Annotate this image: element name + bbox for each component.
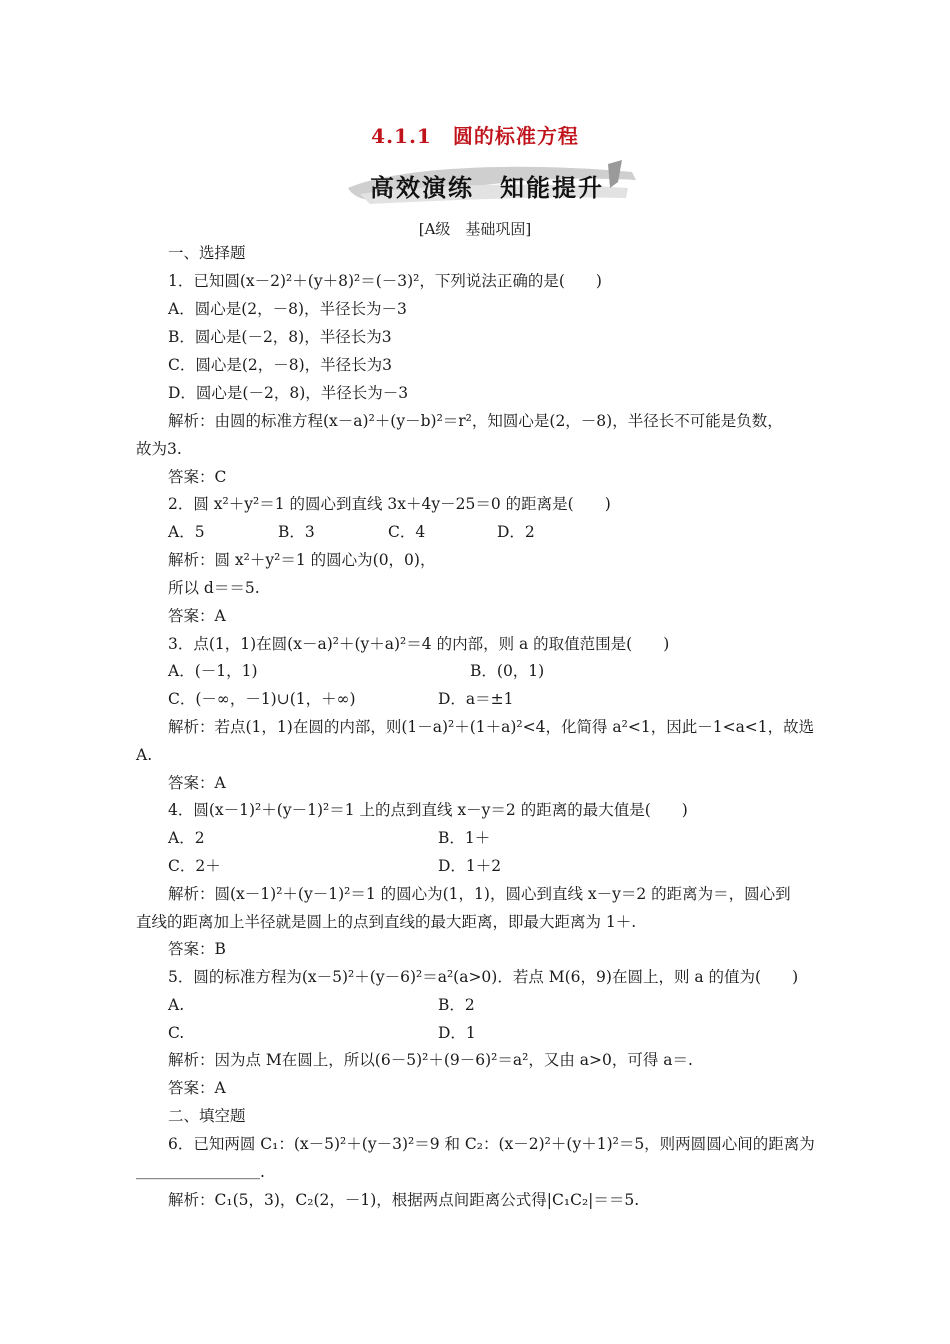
option: C. xyxy=(168,1024,185,1042)
answer: 答案：A xyxy=(168,607,226,625)
section-title: 4.1.1 圆的标准方程 xyxy=(371,124,579,148)
option: B．圆心是(－2，8)，半径长为3 xyxy=(168,328,392,346)
option: A. xyxy=(168,996,185,1014)
option: A．2 xyxy=(168,829,205,847)
option: A．5 xyxy=(168,523,205,541)
question-1: 1．已知圆(x－2)²＋(y＋8)²＝(－3)²，下列说法正确的是( ) xyxy=(168,272,602,290)
question-2: 2．圆 x²＋y²＝1 的圆心到直线 3x＋4y－25＝0 的距离是( ) xyxy=(168,495,611,513)
option: C．(－∞，－1)∪(1，＋∞) xyxy=(168,690,356,708)
level-heading: [A级 基础巩固] xyxy=(418,220,532,238)
answer-blank: ＿＿＿＿＿＿＿＿. xyxy=(136,1163,265,1181)
analysis-cont: 故为3. xyxy=(136,440,182,458)
analysis: 解析：因为点 M在圆上，所以(6－5)²＋(9－6)²＝a²，又由 a>0，可得 a＝. xyxy=(168,1051,693,1069)
analysis: 解析：圆(x－1)²＋(y－1)²＝1 的圆心为(1，1)，圆心到直线 x－y＝2 的距离为＝，圆心到 xyxy=(168,885,791,903)
option: C．圆心是(2，－8)，半径长为3 xyxy=(168,356,393,374)
option: A．(－1，1) xyxy=(168,662,258,680)
question-4: 4．圆(x－1)²＋(y－1)²＝1 上的点到直线 x－y＝2 的距离的最大值是( ) xyxy=(168,801,688,819)
option: B．1＋ xyxy=(438,829,491,847)
answer: 答案：B xyxy=(168,940,226,958)
answer: 答案：C xyxy=(168,468,227,486)
answer: 答案：A xyxy=(168,774,226,792)
option: A．圆心是(2，－8)，半径长为－3 xyxy=(168,300,407,318)
answer: 答案：A xyxy=(168,1079,226,1097)
analysis-cont: 直线的距离加上半径就是圆上的点到直线的最大距离，即最大距离为 1＋. xyxy=(136,913,637,931)
option: D．a＝±1 xyxy=(438,690,514,708)
option: D．圆心是(－2，8)，半径长为－3 xyxy=(168,384,409,402)
option: D．2 xyxy=(497,523,535,541)
option: B．2 xyxy=(438,996,475,1014)
option: C．4 xyxy=(388,523,426,541)
option: D．1 xyxy=(438,1024,476,1042)
question-6: 6．已知两圆 C₁：(x－5)²＋(y－3)²＝9 和 C₂：(x－2)²＋(y＋1)²＝5，则两圆圆心间的距离为 xyxy=(168,1135,815,1153)
analysis-cont: A. xyxy=(136,746,153,764)
question-3: 3．点(1，1)在圆(x－a)²＋(y＋a)²＝4 的内部，则 a 的取值范围是( ) xyxy=(168,635,670,653)
option: B．(0，1) xyxy=(470,662,545,680)
analysis: 解析：C₁(5，3)，C₂(2，－1)，根据两点间距离公式得|C₁C₂|＝＝5. xyxy=(168,1191,640,1209)
analysis: 所以 d＝＝5. xyxy=(168,579,260,597)
question-5: 5．圆的标准方程为(x－5)²＋(y－6)²＝a²(a>0)．若点 M(6，9)在圆上，则 a 的值为( ) xyxy=(168,968,799,986)
banner-title: 高效演练 知能提升 xyxy=(370,174,604,202)
option: C．2＋ xyxy=(168,857,221,875)
option: D．1＋2 xyxy=(438,857,502,875)
option: B．3 xyxy=(278,523,315,541)
banner xyxy=(340,158,640,210)
analysis: 解析：若点(1，1)在圆的内部，则(1－a)²＋(1＋a)²<4，化简得 a²<1，因此－1<a<1，故选 xyxy=(168,718,815,736)
analysis: 解析：圆 x²＋y²＝1 的圆心为(0，0)， xyxy=(168,551,436,569)
section-heading: 二、填空题 xyxy=(168,1107,246,1125)
analysis: 解析：由圆的标准方程(x－a)²＋(y－b)²＝r²，知圆心是(2，－8)，半径长不可能是负数， xyxy=(168,412,783,430)
section-heading: 一、选择题 xyxy=(168,244,246,262)
